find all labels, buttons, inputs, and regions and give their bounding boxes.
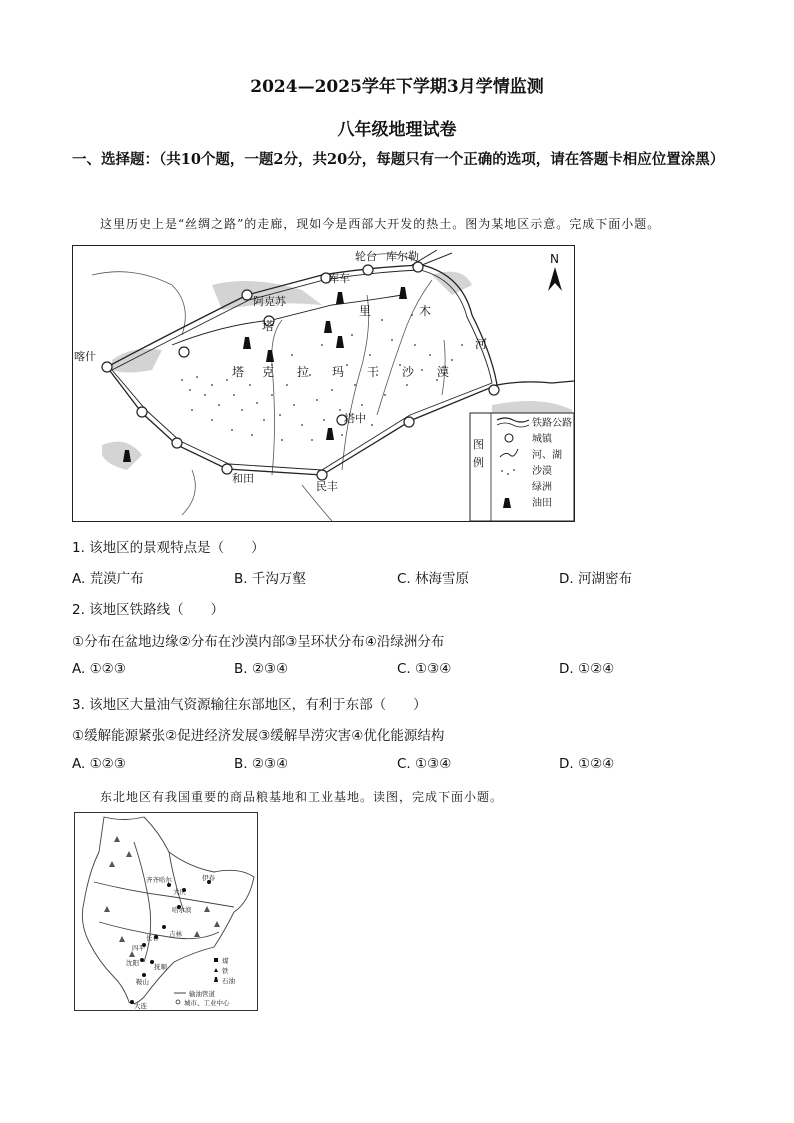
ne-legend-coal: 煤 — [222, 957, 229, 965]
exam-subtitle: 八年级地理试卷 — [337, 120, 457, 140]
legend-title-1: 图 — [473, 438, 484, 451]
legend-title-2: 例 — [473, 456, 484, 469]
question-1-stem: 1. 该地区的景观特点是（ ） — [72, 540, 265, 556]
q3-option-d[interactable]: D. ①②④ — [559, 756, 615, 772]
river-char-3: 河 — [475, 337, 488, 351]
ne-city-changchun: 长春 — [146, 934, 159, 942]
city-label-kuqa: 库车 — [328, 272, 350, 285]
ne-legend-city: 城市、工业中心 — [184, 999, 230, 1007]
desert-char-6: 沙 — [402, 365, 415, 379]
legend-railway-road: 铁路公路 — [532, 418, 572, 429]
q2-option-a[interactable]: A. ①②③ — [72, 661, 126, 677]
ne-city-anshan: 鞍山 — [136, 978, 149, 986]
q3-option-c[interactable]: C. ①③④ — [397, 756, 452, 772]
question-2-stem: 2. 该地区铁路线（ ） — [72, 602, 225, 618]
river-char-1: 里 — [359, 304, 372, 318]
question-3-statement: ①缓解能源紧张②促进经济发展③缓解旱涝灾害④优化能源结构 — [72, 728, 445, 744]
ne-city-qiqihar: 齐齐哈尔 — [146, 876, 172, 884]
tarim-basin-map — [72, 245, 575, 522]
ne-city-jilin: 吉林 — [169, 930, 182, 938]
group1-intro: 这里历史上是“丝绸之路”的走廊，现如今是西部大开发的热土。图为某地区示意。完成下面小题。 — [100, 217, 661, 231]
ne-city-shenyang: 沈阳 — [126, 959, 139, 967]
northeast-china-map — [74, 812, 258, 1011]
desert-char-5: 干 — [367, 365, 380, 379]
legend-oasis: 绿洲 — [532, 482, 552, 493]
desert-char-2: 克 — [262, 365, 275, 379]
legend-town: 城镇 — [532, 434, 552, 445]
city-label-tazhong: 塔中 — [344, 412, 366, 425]
ne-legend-oil: 石油 — [222, 977, 235, 985]
q2-option-d[interactable]: D. ①②④ — [559, 661, 615, 677]
ne-city-siping: 四平 — [132, 944, 145, 952]
city-label-kashgar: 喀什 — [74, 350, 96, 363]
map-char-ta: 塔 — [262, 319, 275, 333]
ne-city-daqing: 大庆 — [173, 888, 186, 896]
river-char-2: 木 — [419, 304, 432, 318]
map-legend — [470, 413, 574, 521]
desert-char-7: 漠 — [437, 365, 450, 379]
city-label-hotan: 和田 — [232, 472, 254, 485]
q2-option-c[interactable]: C. ①③④ — [397, 661, 452, 677]
q1-option-a[interactable]: A. 荒漠广布 — [72, 571, 144, 587]
question-2-statement: ①分布在盆地边缘②分布在沙漠内部③呈环状分布④沿绿洲分布 — [72, 634, 445, 650]
city-label-minfeng: 民丰 — [316, 480, 338, 493]
q3-option-b[interactable]: B. ②③④ — [234, 756, 289, 772]
question-3-stem: 3. 该地区大量油气资源输往东部地区，有利于东部（ ） — [72, 697, 427, 713]
city-label-luntai: 轮台 — [355, 250, 377, 263]
legend-river-lake: 河、湖 — [532, 450, 562, 461]
q1-option-b[interactable]: B. 千沟万壑 — [234, 571, 306, 587]
city-label-korla: 库尔勒 — [386, 250, 419, 263]
ne-city-harbin: 哈尔滨 — [172, 906, 192, 914]
q2-option-b[interactable]: B. ②③④ — [234, 661, 289, 677]
city-label-aksu: 阿克苏 — [253, 295, 286, 308]
q1-option-d[interactable]: D. 河湖密布 — [559, 571, 632, 587]
ne-legend-iron: 铁 — [222, 967, 229, 975]
north-label: N — [550, 252, 559, 266]
ne-legend-pipeline: 输油管道 — [189, 990, 215, 998]
legend-oilfield: 油田 — [532, 498, 552, 509]
section-heading: 一、选择题：（共10个题，一题2分，共20分，每题只有一个正确的选项，请在答题卡相应位置涂黑） — [72, 151, 725, 168]
exam-title: 2024—2025学年下学期3月学情监测 — [250, 77, 544, 97]
legend-desert: 沙漠 — [532, 466, 552, 477]
q1-option-c[interactable]: C. 林海雪原 — [397, 571, 470, 587]
desert-char-3: 拉 — [297, 365, 310, 379]
ne-city-dalian: 大连 — [134, 1002, 147, 1010]
q3-option-a[interactable]: A. ①②③ — [72, 756, 126, 772]
group2-intro: 东北地区有我国重要的商品粮基地和工业基地。读图，完成下面小题。 — [100, 790, 504, 804]
ne-city-fushun: 抚顺 — [154, 963, 167, 971]
desert-char-1: 塔 — [232, 365, 245, 379]
desert-char-4: 玛 — [332, 365, 345, 379]
ne-city-yichun: 伊春 — [202, 874, 215, 882]
